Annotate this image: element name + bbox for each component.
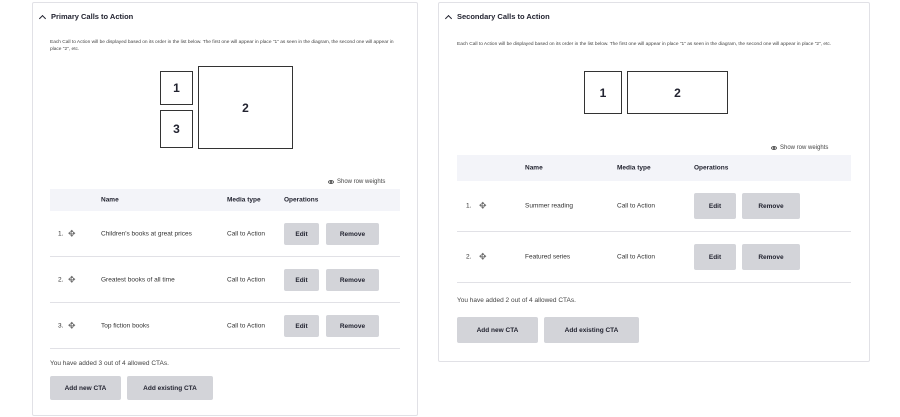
cta-count-status: You have added 2 out of 4 allowed CTAs. xyxy=(457,297,576,304)
remove-button[interactable]: Remove xyxy=(326,315,379,337)
diagram-slot-2: 2 xyxy=(627,71,728,114)
show-row-weights-label: Show row weights xyxy=(337,179,386,185)
drag-handle-icon[interactable]: ✥ xyxy=(479,200,487,211)
secondary-cta-toggle[interactable] xyxy=(446,12,550,21)
cta-count-status: You have added 3 out of 4 allowed CTAs. xyxy=(50,360,169,367)
row-number: 1. xyxy=(466,202,472,210)
drag-handle-icon[interactable]: ✥ xyxy=(479,251,487,262)
chevron-up-icon xyxy=(445,14,452,21)
primary-cta-panel xyxy=(32,2,418,416)
column-header-operations: Operations xyxy=(694,164,729,172)
row-media-type: Call to Action xyxy=(227,322,265,329)
row-media-type: Call to Action xyxy=(617,253,655,261)
column-header-name: Name xyxy=(101,196,119,204)
row-number: 2. xyxy=(58,276,64,283)
add-new-cta-button[interactable]: Add new CTA xyxy=(457,317,538,343)
secondary-cta-panel xyxy=(438,2,870,362)
row-number: 3. xyxy=(58,322,64,329)
row-name: Summer reading xyxy=(525,202,574,210)
diagram-slot-3: 3 xyxy=(160,110,193,148)
add-existing-cta-button[interactable]: Add existing CTA xyxy=(544,317,639,343)
remove-button[interactable]: Remove xyxy=(742,244,800,270)
primary-cta-title: Primary Calls to Action xyxy=(51,12,134,21)
row-number: 2. xyxy=(466,253,472,261)
table-row xyxy=(50,211,400,257)
row-media-type: Call to Action xyxy=(617,202,655,210)
edit-button[interactable]: Edit xyxy=(284,315,319,337)
column-header-operations: Operations xyxy=(284,196,319,204)
table-row xyxy=(457,232,851,283)
add-existing-cta-button[interactable]: Add existing CTA xyxy=(127,376,213,400)
row-name: Top fiction books xyxy=(101,322,150,329)
drag-handle-icon[interactable]: ✥ xyxy=(68,320,76,330)
column-header-media-type: Media type xyxy=(617,164,651,172)
remove-button[interactable]: Remove xyxy=(742,193,800,219)
row-name: Featured series xyxy=(525,253,571,261)
diagram-slot-1: 1 xyxy=(160,71,193,105)
eye-icon xyxy=(328,180,334,184)
eye-icon xyxy=(771,146,777,150)
row-media-type: Call to Action xyxy=(227,276,265,283)
show-row-weights-link[interactable] xyxy=(771,145,828,151)
diagram-slot-1: 1 xyxy=(584,71,622,114)
remove-button[interactable]: Remove xyxy=(326,269,379,291)
table-row xyxy=(50,257,400,303)
table-row xyxy=(457,181,851,232)
remove-button[interactable]: Remove xyxy=(326,223,379,245)
secondary-cta-description: Each Call to Action will be displayed based on its order in the list below. The first one will appear in place "1" as seen in the diagram, the second one will appear in place "2", etc. xyxy=(457,42,832,47)
row-name: Greatest books of all time xyxy=(101,276,175,283)
secondary-table-header xyxy=(457,155,851,181)
chevron-up-icon xyxy=(39,14,46,21)
edit-button[interactable]: Edit xyxy=(284,223,319,245)
row-name: Children's books at great prices xyxy=(101,230,192,237)
row-media-type: Call to Action xyxy=(227,230,265,237)
edit-button[interactable]: Edit xyxy=(694,193,736,219)
primary-cta-toggle[interactable] xyxy=(40,12,133,21)
drag-handle-icon[interactable]: ✥ xyxy=(68,228,76,238)
edit-button[interactable]: Edit xyxy=(694,244,736,270)
diagram-slot-2: 2 xyxy=(198,66,293,149)
drag-handle-icon[interactable]: ✥ xyxy=(68,274,76,284)
column-header-name: Name xyxy=(525,164,543,172)
edit-button[interactable]: Edit xyxy=(284,269,319,291)
show-row-weights-label: Show row weights xyxy=(780,145,829,151)
column-header-media-type: Media type xyxy=(227,196,261,204)
row-number: 1. xyxy=(58,230,64,237)
primary-table-header xyxy=(50,189,400,211)
show-row-weights-link[interactable] xyxy=(328,179,385,185)
primary-cta-description: Each Call to Action will be displayed based on its order in the list below. The first one will appear in place "1" as seen in the diagram, the second one will appear in place "2", etc. xyxy=(50,40,394,52)
secondary-cta-title: Secondary Calls to Action xyxy=(457,12,550,21)
add-new-cta-button[interactable]: Add new CTA xyxy=(50,376,121,400)
table-row xyxy=(50,303,400,349)
